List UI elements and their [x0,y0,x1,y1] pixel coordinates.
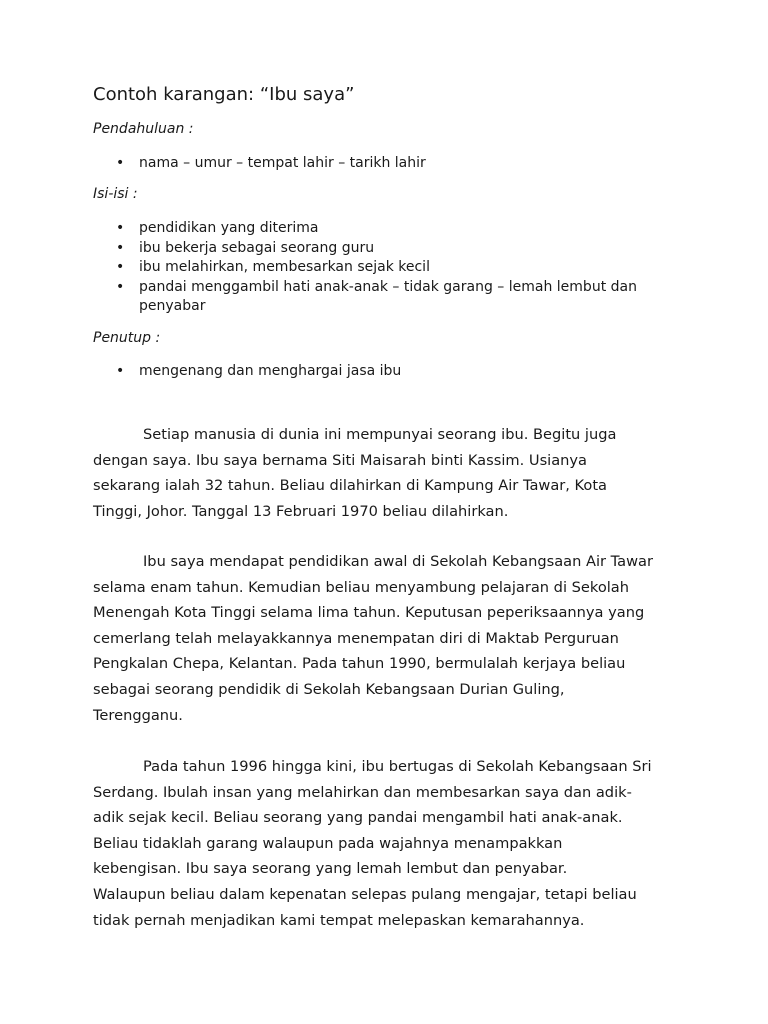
list-pendahuluan [0,154,669,174]
heading-pendahuluan: Pendahuluan : [93,121,194,137]
bullet-icon: • [116,278,125,295]
list-item-text: mengenang dan menghargai jasa ibu [139,363,402,379]
list-item [0,278,669,317]
paragraph-3: Pada tahun 1996 hingga kini, ibu bertugas di Sekolah Kebangsaan Sri Serdang. Ibulah insan yang melahirkan dan membesarkan saya dan adik- adik sejak kecil. Beliau seorang yang pandai mengambil hati anak-anak. Beliau tidaklah garang walaupun pada wajahnya menampakkan kebengisan. Ibu saya seorang yang lemah lembut dan penyabar. Walaupun beliau dalam kepenatan selepas pulang mengajar, tetapi beliau tidak pernah menjadikan kami tempat melepaskan kemarahannya. [93,758,652,929]
document-title: Contoh karangan: “Ibu saya” [93,84,355,105]
heading-isi-isi: Isi-isi : [93,186,138,202]
list-item-text: pendidikan yang diterima [139,220,319,236]
list-item [0,239,669,259]
list-item [0,154,669,174]
bullet-icon: • [116,155,125,171]
bullet-icon: • [116,259,125,275]
heading-penutup: Penutup : [93,330,161,346]
list-penutup [0,362,669,382]
list-item-text: pandai menggambil hati anak-anak – tidak garang – lemah lembut dan penyabar [139,278,637,314]
bullet-icon: • [116,220,125,236]
list-item [0,258,669,278]
bullet-icon: • [116,239,125,256]
list-item-text: nama – umur – tempat lahir – tarikh lahir [139,155,426,171]
list-isi-isi [0,219,669,317]
list-item-text: ibu bekerja sebagai seorang guru [139,239,375,256]
list-item [0,219,669,239]
paragraph-1: Setiap manusia di dunia ini mempunyai seorang ibu. Begitu juga dengan saya. Ibu saya bernama Siti Maisarah binti Kassim. Usianya sekarang ialah 32 tahun. Beliau dilahirkan di Kampung Air Tawar, Kota Tinggi, Johor. Tanggal 13 Februari 1970 beliau dilahirkan. [93,426,617,520]
list-item [0,362,669,382]
list-item-text: ibu melahirkan, membesarkan sejak kecil [139,259,430,275]
bullet-icon: • [116,363,125,379]
paragraph-2: Ibu saya mendapat pendidikan awal di Sekolah Kebangsaan Air Tawar selama enam tahun. Kemudian beliau menyambung pelajaran di Sekolah Menengah Kota Tinggi selama lima tahun. Keputusan peperiksaannya yang cemerlang telah melayakkannya menempatan diri di Maktab Perguruan Pengkalan Chepa, Kelantan. Pada tahun 1990, bermulalah kerjaya beliau sebagai seorang pendidik di Sekolah Kebangsaan Durian Guling, Terengganu. [93,553,653,724]
